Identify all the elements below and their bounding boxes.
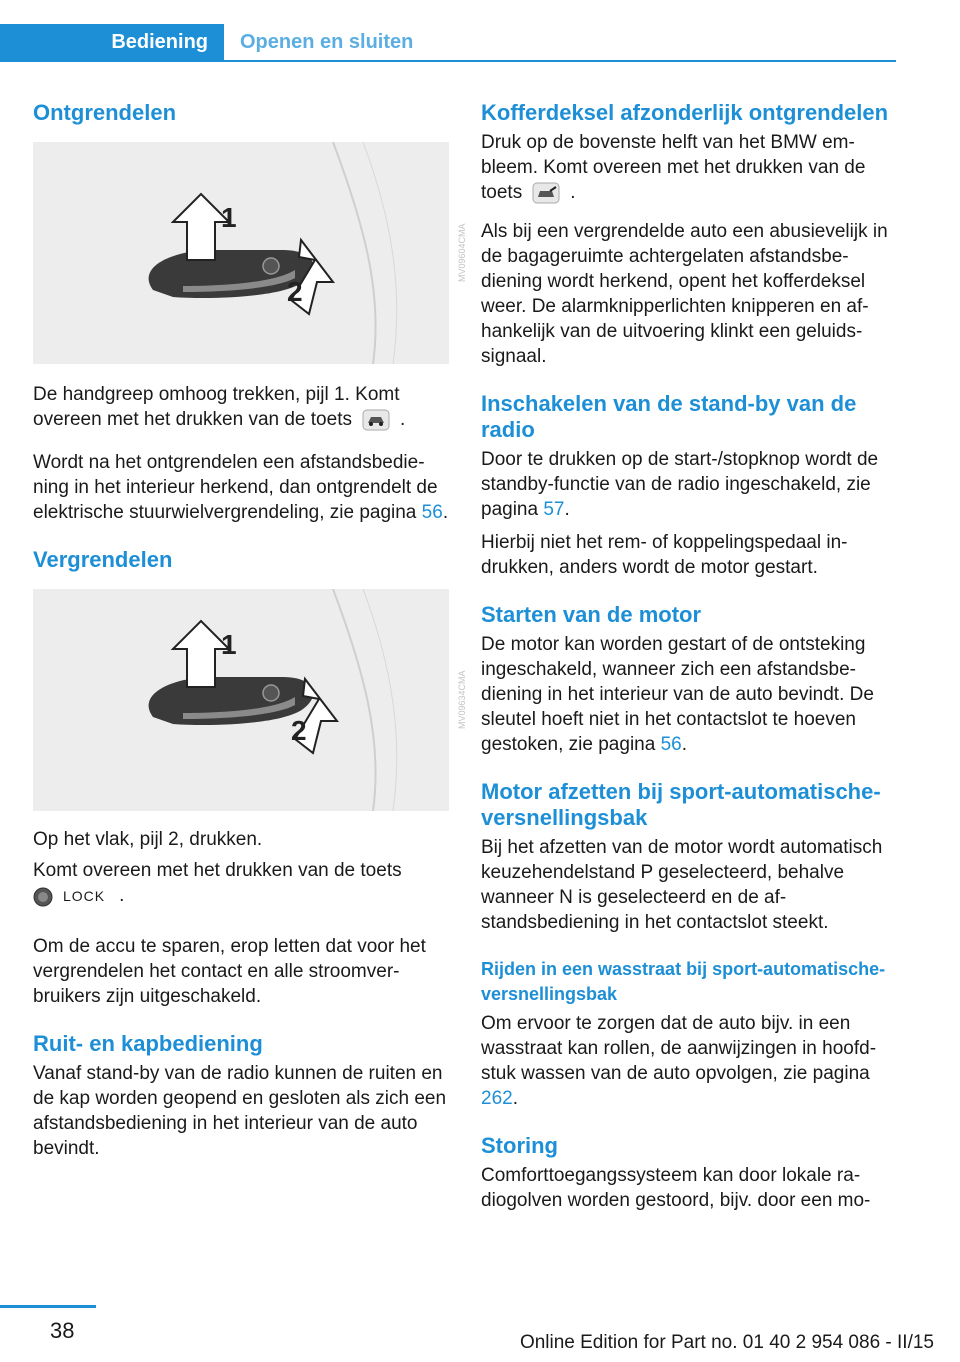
heading-vergrendelen: Vergrendelen [33,547,173,572]
text: Druk op de bovenste helft van het BMW embleem. Komt overeen met het drukken van de toets [481,132,866,203]
heading-storing: Storing [481,1133,558,1158]
paragraph: Bij het afzetten van de motor wordt automatisch keuzehendelstand P geselecteerd, behalve wanneer N is geselecteerd en de afstandsbediening in het contactslot steekt. [481,837,883,933]
heading-starten: Starten van de motor [481,602,702,627]
figure-label-2: 2 [291,715,307,746]
subheading-wasstraat: Rijden in een wasstraat bij sport-automatische-versnellingsbak [481,959,886,1004]
header-divider [0,60,896,62]
paragraph: Als bij een vergrendelde auto een abusievelijk in de bagageruimte achtergelaten afstandsbediening wordt herkend, opent het kofferdeksel weer. De alarmknipperlichten knipperen en afhankelijk van de uitvoering klinkt een geluidssignaal. [481,221,888,367]
paragraph [33,858,449,914]
section-tab-active: Bediening [0,24,224,60]
door-handle-figure-unlock [33,142,467,364]
text: De handgreep omhoog trekken, pijl 1. Komt overeen met het drukken van de toets [33,384,400,430]
paragraph: Hierbij niet het rem- of koppelingspedaal indrukken, anders wordt de motor gestart. [481,532,848,578]
lock-label: LOCK [63,888,106,904]
paragraph [481,130,897,211]
text: Door te drukken op de start-/stopknop wordt de standby-functie van de radio ingeschakeld, zie pagina [481,449,879,520]
heading-motor-afzetten: Motor afzetten bij sport-automatische-versnellingsbak [481,779,881,830]
page-number: 38 [50,1318,75,1343]
paragraph: Comforttoegangssysteem kan door lokale radiogolven worden gestoord, bijv. door een mo- [481,1165,871,1211]
section-tab-subtitle: Openen en sluiten [240,30,414,53]
text: . [119,885,125,906]
paragraph [481,1011,897,1111]
paragraph: Op het vlak, pijl 2, drukken. [33,829,263,850]
figure-label-1: 1 [221,629,237,660]
paragraph [33,382,449,438]
page-link[interactable]: 262 [481,1088,513,1109]
edition-footer: Online Edition for Part no. 01 40 2 954 086 - II/15 [519,1332,934,1353]
door-handle-illustration [33,142,449,364]
text: Wordt na het ontgrendelen een afstandsbediening in het interieur herkend, dan ontgrendelt de elektrische stuurwielvergrendeling, zie pagina [33,452,438,523]
figure-label-1: 1 [221,202,237,233]
car-unlock-icon [362,409,390,438]
paragraph [481,632,897,757]
text: . [570,182,576,203]
text: Komt overeen met het drukken van de toets [33,860,402,881]
text: Om ervoor te zorgen dat de auto bijv. in een wasstraat kan rollen, de aanwijzingen in hoofdstuk wassen van de auto opvolgen, zie pagina [481,1013,877,1084]
text: . [564,499,570,520]
paragraph [481,447,897,522]
text: . [681,734,687,755]
paragraph [33,450,449,525]
page-header [0,24,896,62]
left-column [33,100,467,1173]
heading-kofferdeksel: Kofferdeksel afzonderlijk ontgrendelen [481,100,889,125]
lock-key-icon [33,887,53,914]
text: De motor kan worden gestart of de ontsteking ingeschakeld, wanneer zich een afstandsbediening in het interieur van de auto bevindt. De sleutel hoeft niet in het contactslot te hoeven gestoken, zie pagina [481,634,874,755]
figure-code: MV09634CMA [457,670,467,730]
page-link[interactable]: 57 [543,499,565,520]
page-link[interactable]: 56 [660,734,682,755]
figure-label-2: 2 [287,276,303,307]
text: . [442,502,449,523]
paragraph: Om de accu te sparen, erop letten dat voor het vergrendelen het contact en alle stroomverbruikers zijn uitgeschakeld. [33,936,426,1007]
door-handle-figure-lock [33,589,467,811]
door-handle-illustration [33,589,449,811]
text: . [399,409,406,430]
heading-ruit-kap: Ruit- en kapbediening [33,1031,263,1056]
heading-ontgrendelen: Ontgrendelen [33,100,177,125]
text: . [512,1088,518,1109]
heading-standby: Inschakelen van de stand-by van de radio [481,391,857,442]
right-column [481,100,897,1225]
trunk-open-icon [532,182,560,211]
footer-divider [0,1305,96,1308]
figure-code: MV09604CMA [457,223,467,283]
paragraph: Vanaf stand-by van de radio kunnen de ruiten en de kap worden geopend en gesloten als zich een afstandsbediening in het interieur van de auto bevindt. [33,1063,447,1159]
page-link[interactable]: 56 [421,502,443,523]
